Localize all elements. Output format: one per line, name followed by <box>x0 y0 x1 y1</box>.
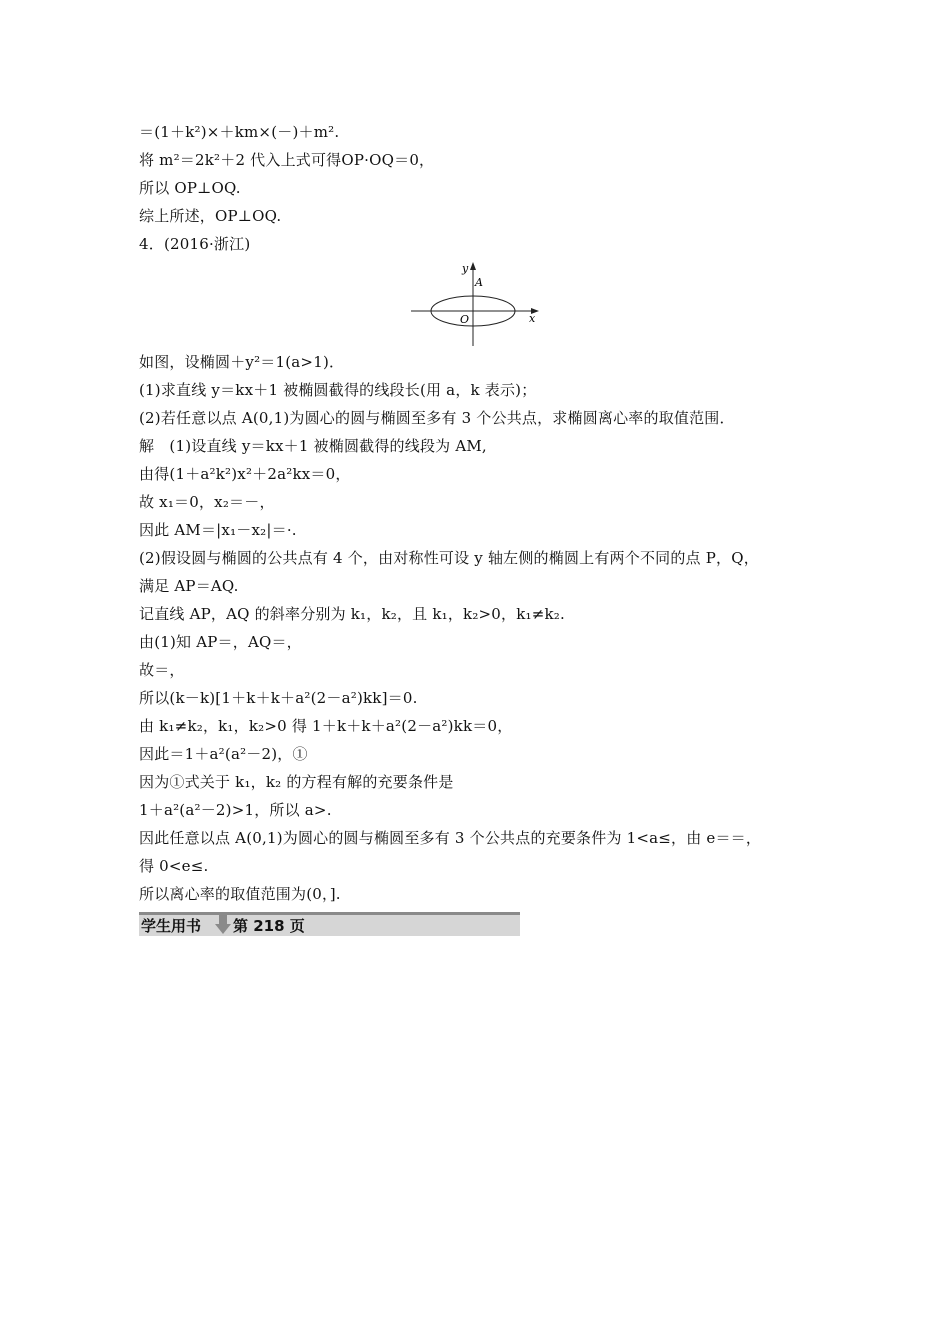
text-line: (2)假设圆与椭圆的公共点有 4 个，由对称性可设 y 轴左侧的椭圆上有两个不同的点 P，Q， <box>139 549 759 567</box>
problem-heading: 4．(2016·浙江) <box>139 235 251 253</box>
text-line: 满足 AP＝AQ. <box>139 577 239 595</box>
text-line: 综上所述，OP⊥OQ. <box>139 207 282 225</box>
origin-label: O <box>460 313 470 326</box>
text-line: 由(1)知 AP＝，AQ＝， <box>139 633 302 651</box>
down-arrow-icon <box>215 915 231 935</box>
text-line: 因为①式关于 k₁，k₂ 的方程有解的充要条件是 <box>139 773 454 791</box>
y-axis-arrow <box>470 262 476 270</box>
text-line: 由得(1＋a²k²)x²＋2a²kx＝0， <box>139 465 351 483</box>
ellipse-figure <box>405 256 545 348</box>
text-line: 因此任意以点 A(0,1)为圆心的圆与椭圆至多有 3 个公共点的充要条件为 1<a≤，由 e＝＝， <box>139 829 762 847</box>
text-line: 所以 OP⊥OQ. <box>139 179 241 197</box>
text-line: 所以(k－k)[1＋k＋k＋a²(2－a²)kk]＝0. <box>139 689 418 707</box>
text-line: (1)求直线 y＝kx＋1 被椭圆截得的线段长(用 a，k 表示)； <box>139 381 537 399</box>
x-axis-label: x <box>529 312 536 325</box>
text-line: 因此 AM＝|x₁－x₂|＝·. <box>139 521 297 539</box>
text-line: 将 m²＝2k²＋2 代入上式可得OP·OQ＝0， <box>139 151 435 169</box>
text-line: 因此＝1＋a²(a²－2)，① <box>139 745 308 763</box>
text-line: 如图，设椭圆＋y²＝1(a>1)． <box>139 353 345 371</box>
point-a-label: A <box>475 276 483 289</box>
text-line: 故＝， <box>139 661 185 679</box>
text-line: 1＋a²(a²－2)>1，所以 a>. <box>139 801 332 819</box>
text-line: 由 k₁≠k₂，k₁，k₂>0 得 1＋k＋k＋a²(2－a²)kk＝0， <box>139 717 513 735</box>
text-line: 故 x₁＝0，x₂＝－， <box>139 493 275 511</box>
banner-page-number: 第 218 页 <box>233 917 305 935</box>
y-axis-label: y <box>462 262 469 275</box>
text-line: 解 (1)设直线 y＝kx＋1 被椭圆截得的线段为 AM, <box>139 437 487 455</box>
text-line: 得 0<e≤. <box>139 857 209 875</box>
text-line: 记直线 AP，AQ 的斜率分别为 k₁，k₂，且 k₁，k₂>0，k₁≠k₂. <box>139 605 565 623</box>
text-line: (2)若任意以点 A(0,1)为圆心的圆与椭圆至多有 3 个公共点，求椭圆离心率的取值范围． <box>139 409 735 427</box>
banner-label: 学生用书 <box>141 917 202 935</box>
page-reference-banner <box>139 912 520 936</box>
text-line: 所以离心率的取值范围为(0，]. <box>139 885 341 903</box>
text-line: ＝(1＋k²)×＋km×(－)＋m². <box>139 123 340 141</box>
